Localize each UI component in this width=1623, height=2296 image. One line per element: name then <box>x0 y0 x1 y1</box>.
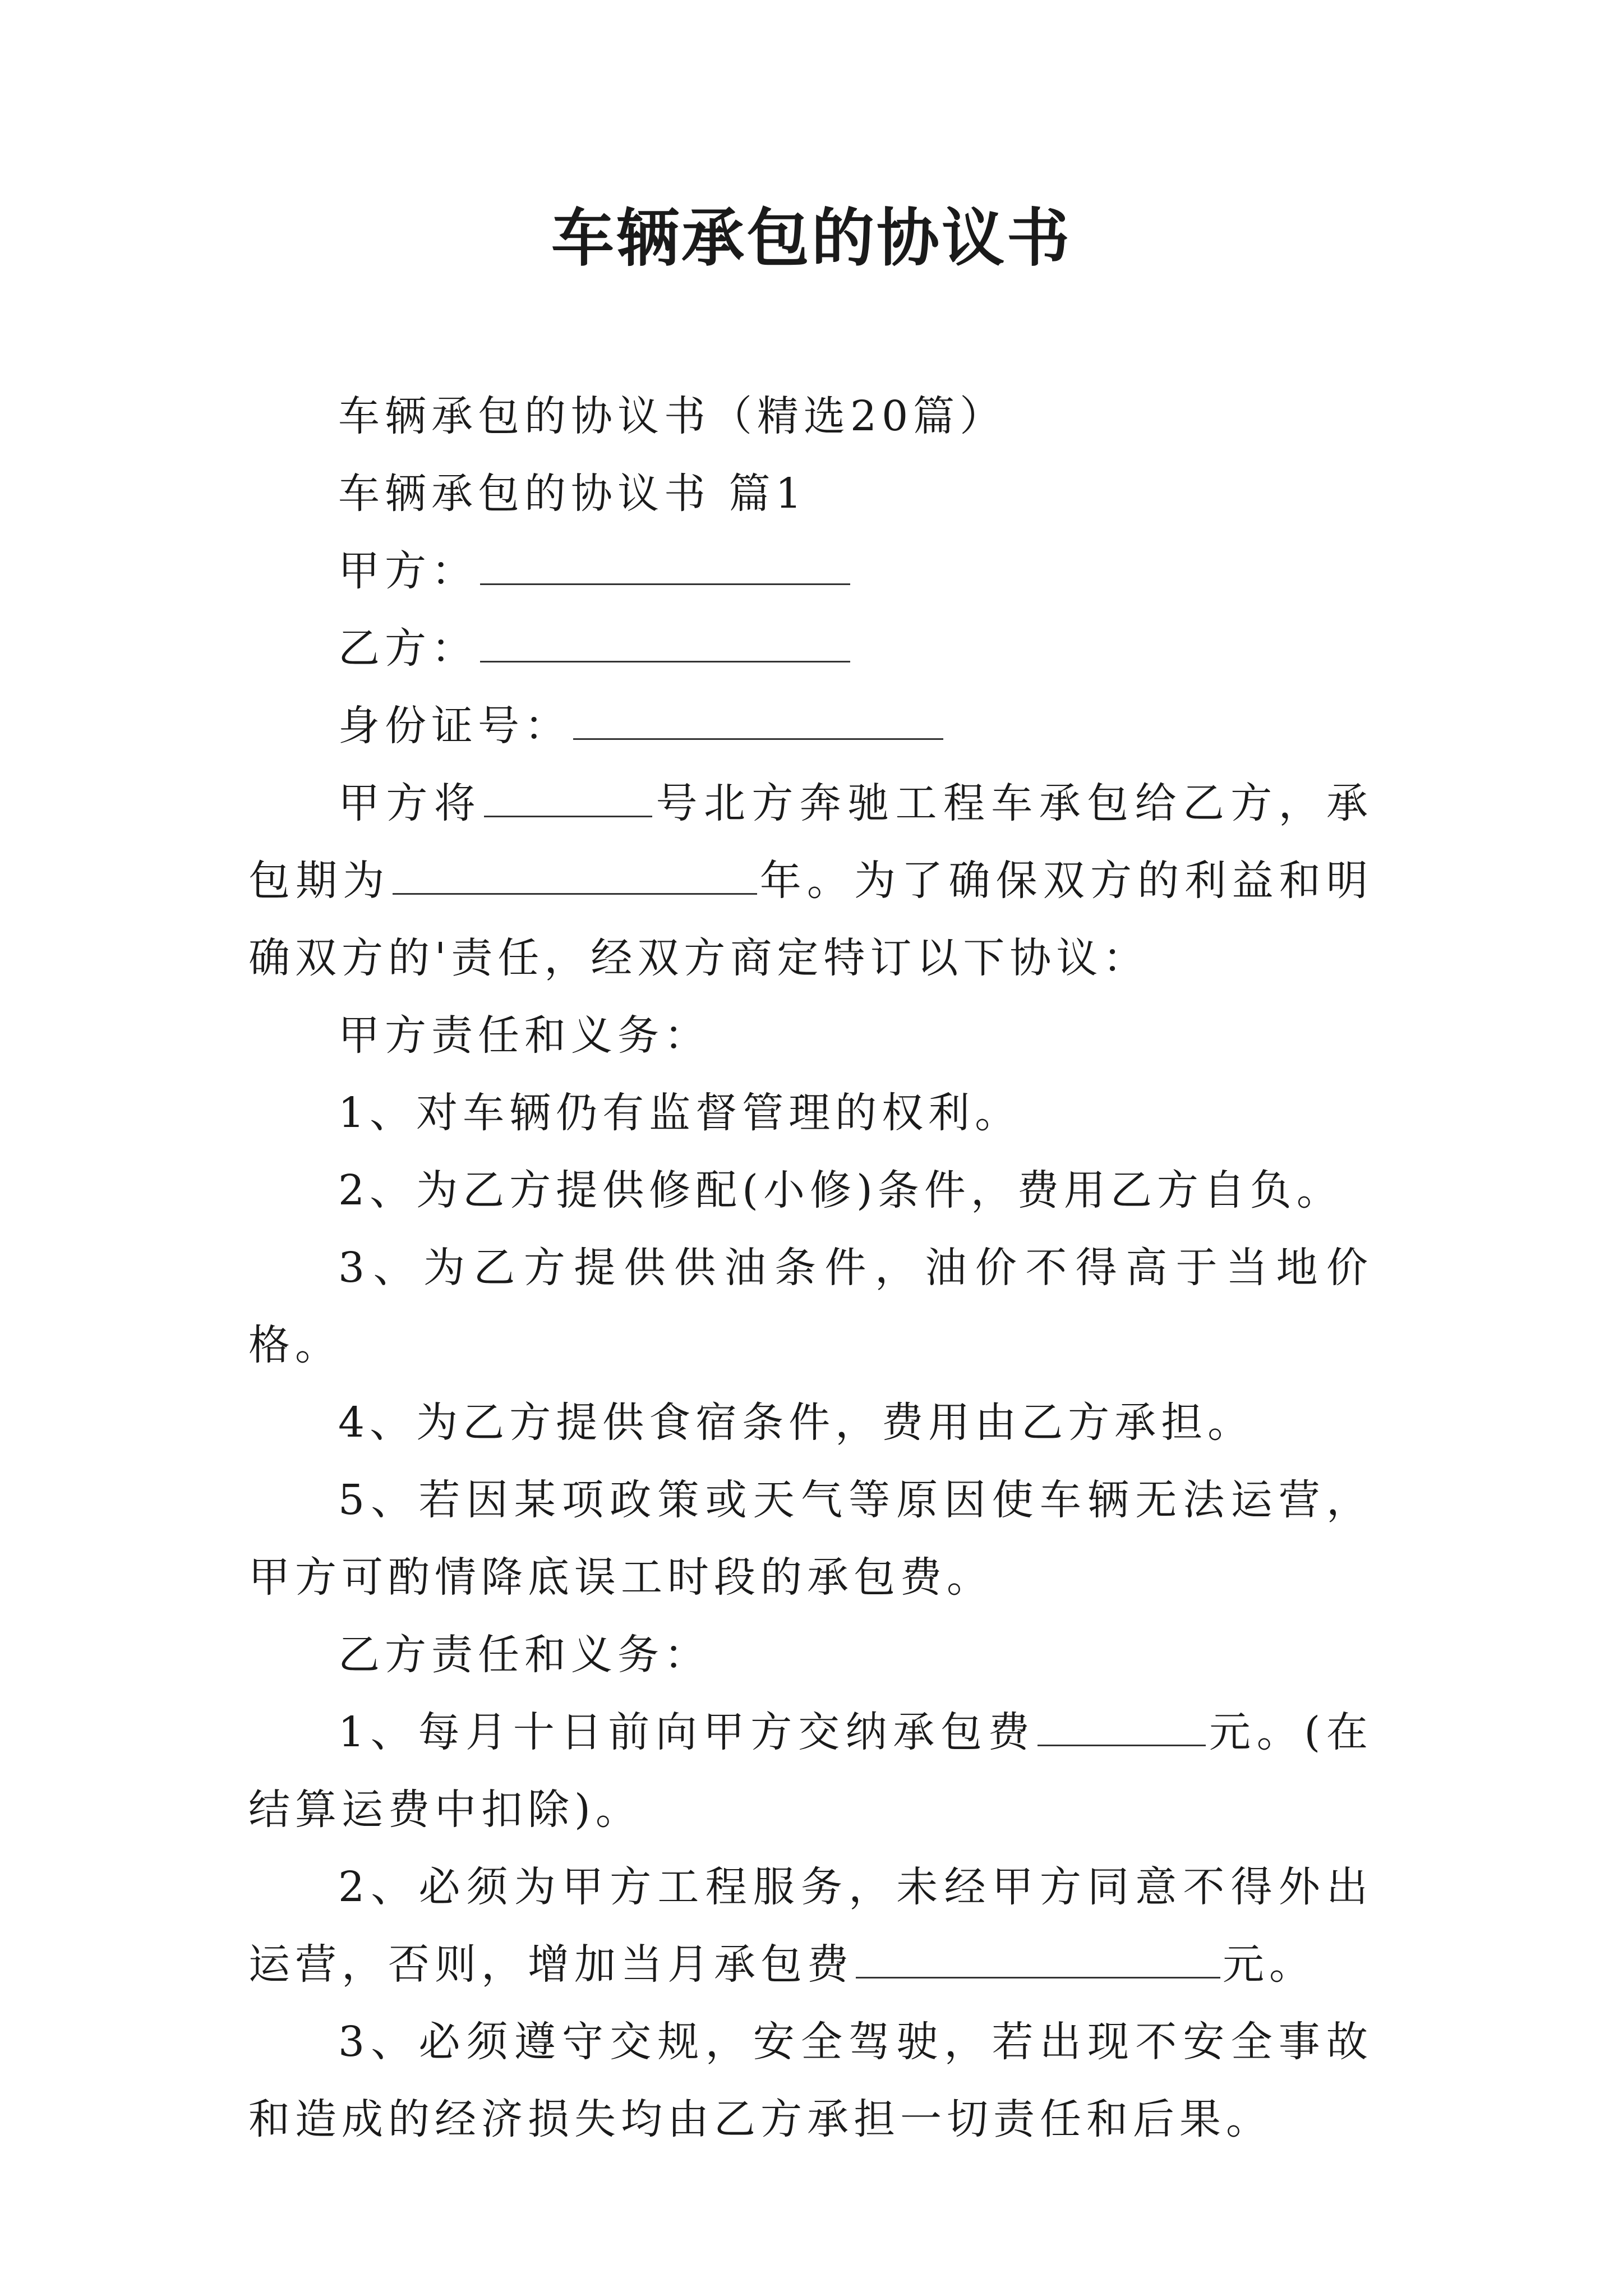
intro-paragraph <box>248 765 1373 997</box>
term-years-blank <box>393 861 757 895</box>
party-b-duty-3: 3、必须遵守交规，安全驾驶，若出现不安全事故和造成的经济损失均由乙方承担一切责任和后果。 <box>248 2018 1373 2143</box>
monthly-fee-blank <box>1038 1712 1206 1746</box>
party-b-blank <box>480 628 850 662</box>
party-a-blank <box>480 551 850 585</box>
party-b-duties-heading: 乙方责任和义务： <box>338 1631 711 1679</box>
party-a-duty-4: 4、为乙方提供食宿条件，费用由乙方承担。 <box>338 1398 1255 1447</box>
section-heading: 车辆承包的协议书 篇1 <box>338 470 807 518</box>
party-a-duty-1: 1、对车辆仍有监督管理的权利。 <box>338 1089 1022 1137</box>
party-a-label: 甲方： <box>338 547 478 595</box>
id-label: 身份证号： <box>338 702 571 750</box>
party-b-label: 乙方： <box>338 624 478 673</box>
document-body <box>248 378 1373 2158</box>
party-b-duty-1-part2: 元。(在结算运费中扣除)。 <box>248 1708 1373 1834</box>
party-a-duties-heading: 甲方责任和义务： <box>338 1011 711 1060</box>
party-a-line <box>248 532 1373 610</box>
party-b-duty-2-part2: 元。 <box>1223 1940 1316 1989</box>
vehicle-number-blank <box>484 783 652 817</box>
document-title: 车辆承包的协议书 <box>551 202 1072 275</box>
party-b-duty-1 <box>248 1694 1373 1848</box>
subtitle: 车辆承包的协议书（精选20篇） <box>338 392 1007 440</box>
party-b-duty-1-part1: 1、每月十日前向甲方交纳承包费 <box>338 1708 1036 1756</box>
extra-fee-blank <box>856 1944 1220 1978</box>
intro-part2: 号北方奔驰工程车承包给乙方，承包期为 <box>248 779 1373 905</box>
intro-part1: 甲方将 <box>338 779 482 827</box>
party-a-duty-3: 3、为乙方提供供油条件，油价不得高于当地价格。 <box>248 1244 1373 1369</box>
party-a-duty-5: 5、若因某项政策或天气等原因使车辆无法运营，甲方可酌情降底误工时段的承包费。 <box>248 1476 1373 1602</box>
party-a-duty-2: 2、为乙方提供修配(小修)条件，费用乙方自负。 <box>338 1166 1343 1214</box>
party-b-line <box>248 610 1373 687</box>
id-line <box>248 687 1373 765</box>
id-blank <box>573 706 943 740</box>
party-b-duty-2 <box>248 1848 1373 2003</box>
intro-part3: 年。为了确保双方的利益和明确双方的'责任，经双方商定特订以下协议： <box>248 857 1373 982</box>
party-b-duty-2-part1: 2、必须为甲方工程服务，未经甲方同意不得外出运营，否则，增加当月承包费 <box>248 1863 1373 1989</box>
